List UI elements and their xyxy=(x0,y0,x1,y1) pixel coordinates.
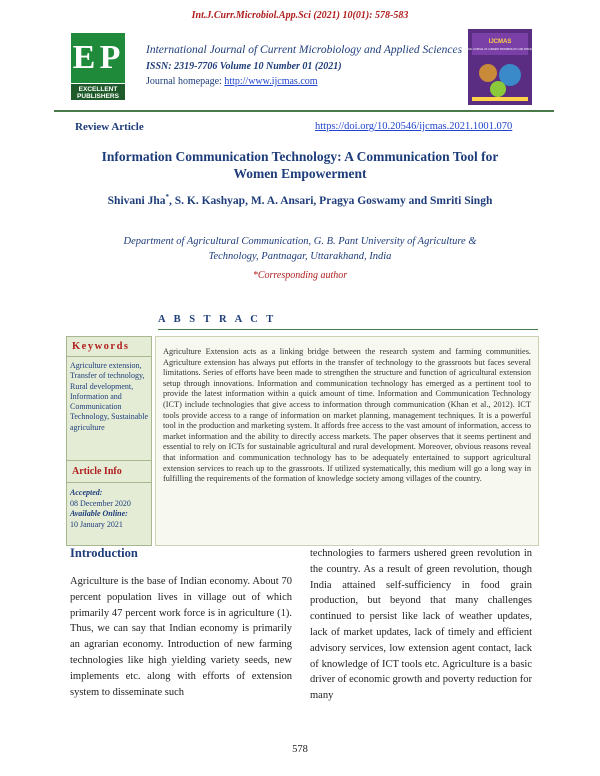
available-label: Available Online: xyxy=(70,509,128,518)
logo-text-top: EXCELLENT xyxy=(78,86,118,93)
first-author: Shivani Jha xyxy=(107,194,166,207)
abstract-text: Agriculture Extension acts as a linking bridge between the research system and farming communities. Agriculture extension has always put efforts in the transfer of technology to the grassroots but faces several limitations. Series of efforts have been made to strengthen the structure and function of agricultural extension setup through innovations. Information and communication technology has emerged as a pertinent tool to provide the latest information within a quick amount of time. Information and Communication Technology (ICT) include technologies that give access to information through communication (Khan et al., 2012). ICT tools provide access to a range of information on market planning, management techniques. It is a powerful tool in the production and marketing system. It affords free access to the vast amount of information, access to market information and the ability to directly access markets. The paper observes that it seems pertinent and essential to rely on ICTs for sustainable agricultural and rural development. Moreover, obvious reasons reveal that information and communication technology has to be adequately entertained to support agricultural extension services to reach up to the grassroots. If utilized systematically, this medium will go a long way in fulfilling the requirements of the formation of knowledge society among villages of the country. xyxy=(163,347,531,484)
sidebar-divider xyxy=(67,356,151,357)
body-column-left: Agriculture is the base of Indian economy. About 70 percent population lives in village out of which primarily 47 percent work force is in agriculture (1). Thus, we can say that Indian economy is primarily an agrarian economy. Introduction of new farming technologies like high yielding variety seeds, new implements etc. along with efforts of extension system to disseminate such xyxy=(70,576,292,698)
title-line-1: Information Communication Technology: A Communication Tool for xyxy=(101,149,499,164)
article-title xyxy=(60,148,540,182)
homepage-label: Journal homepage: xyxy=(146,76,222,87)
svg-text:P: P xyxy=(99,39,121,76)
header-divider xyxy=(54,110,554,112)
svg-text:E: E xyxy=(72,39,96,76)
abstract-rule xyxy=(158,329,538,330)
homepage-link[interactable]: http://www.ijcmas.com xyxy=(224,76,318,87)
publisher-logo xyxy=(68,30,128,102)
journal-citation: Int.J.Curr.Microbiol.App.Sci (2021) 10(01): 578-583 xyxy=(191,10,409,21)
article-dates xyxy=(70,488,150,530)
journal-name: International Journal of Current Microbiology and Applied Sciences xyxy=(146,44,463,56)
affiliation xyxy=(80,234,520,264)
page-number: 578 xyxy=(292,744,308,755)
introduction-heading: Introduction xyxy=(70,546,138,560)
accepted-label: Accepted: xyxy=(70,488,103,497)
article-info-heading: Article Info xyxy=(72,466,122,477)
abstract-heading: A B S T R A C T xyxy=(158,314,277,325)
doi-link[interactable]: https://doi.org/10.20546/ijcmas.2021.1001.070 xyxy=(315,121,513,132)
keywords-list: Agriculture extension, Transfer of technology, Rural development, Information and Communication Technology, Sustainable agriculture xyxy=(70,361,149,432)
corresponding-author-note: *Corresponding author xyxy=(252,270,348,281)
logo-text-bottom: PUBLISHERS xyxy=(77,93,119,100)
journal-cover-image xyxy=(454,29,546,105)
corresponding-mark: * xyxy=(165,193,170,201)
body-column-right: technologies to farmers ushered green revolution in the country. As a result of green revolution, though India attained self-sufficiency in food grain production, but beyond that many challenges continued to persist like lack of weather updates, lack of market updates, lack of timely and efficient advisory services, low extension agent contact, lack of knowledge of ICT tools etc. Agriculture is a basic driver of economic growth and poverty reduction for many xyxy=(310,548,532,702)
article-type: Review Article xyxy=(75,121,144,133)
accepted-date: 08 December 2020 xyxy=(70,498,131,508)
available-date: 10 January 2021 xyxy=(70,519,123,529)
title-line-2: Women Empowerment xyxy=(233,166,367,181)
affiliation-line-2: Technology, Pantnagar, Uttarakhand, India xyxy=(208,251,392,262)
sidebar-divider xyxy=(67,482,151,483)
other-authors: , S. K. Kashyap, M. A. Ansari, Pragya Goswamy and Smriti Singh xyxy=(169,194,493,207)
author-list xyxy=(60,193,540,207)
keywords-heading: Keywords xyxy=(72,341,130,352)
cover-title: IJCMAS xyxy=(488,39,512,45)
journal-homepage xyxy=(146,76,318,87)
sidebar-divider xyxy=(67,460,151,461)
issn-line: ISSN: 2319-7706 Volume 10 Number 01 (2021) xyxy=(146,61,342,72)
cover-subtitle: INTERNATIONAL JOURNAL OF CURRENT MICROBIOLOGY AND APPLIED SCIENCES xyxy=(454,49,546,51)
affiliation-line-1: Department of Agricultural Communication, G. B. Pant University of Agriculture & xyxy=(123,236,477,247)
